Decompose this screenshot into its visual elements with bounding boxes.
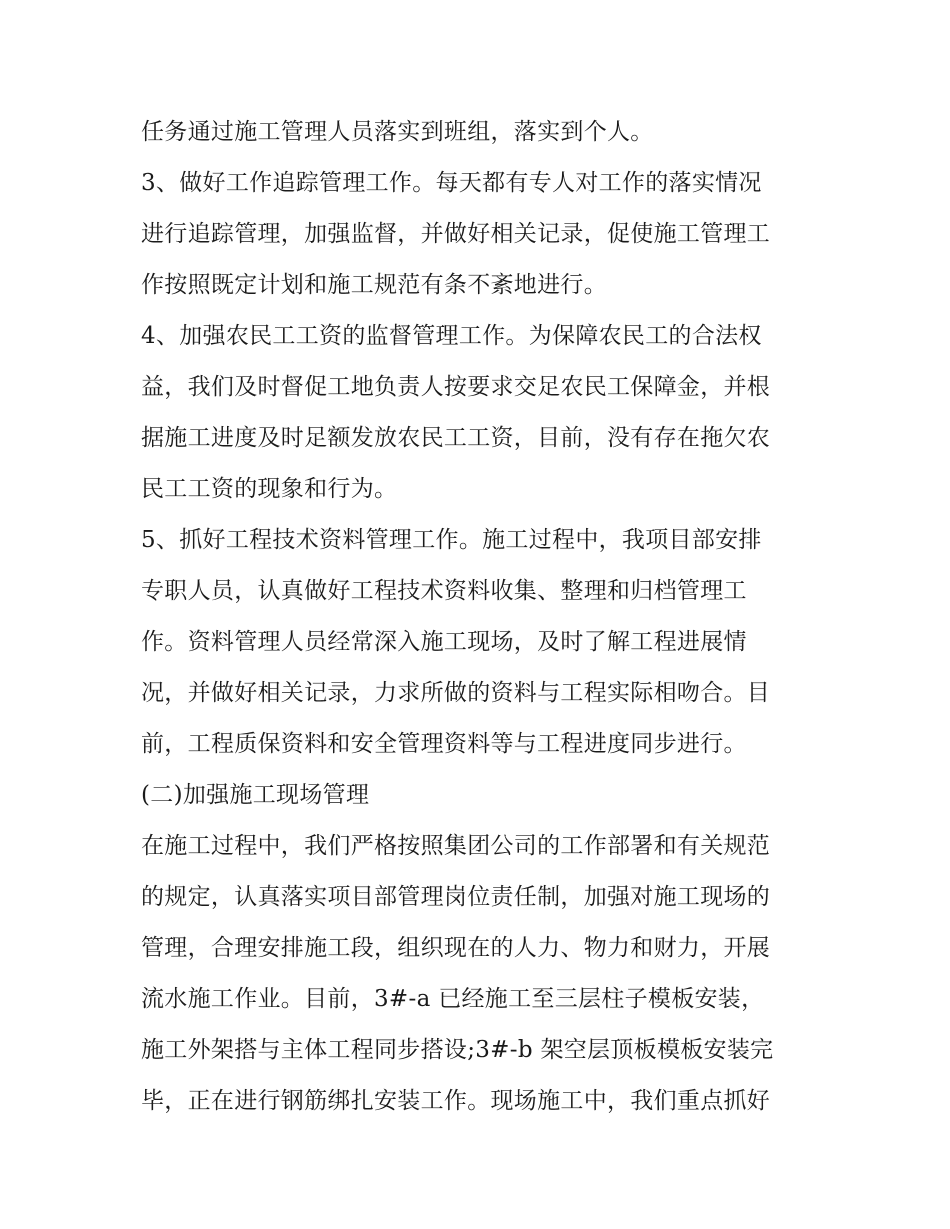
text-line: 3、做好工作追踪管理工作。每天都有专人对工作的落实情况 bbox=[141, 170, 762, 196]
text-line: 的规定，认真落实项目部管理岗位责任制，加强对施工现场的 bbox=[141, 884, 771, 910]
section-heading: (二)加强施工现场管理 bbox=[141, 782, 370, 808]
text-line: 前，工程质保资料和安全管理资料等与工程进度同步进行。 bbox=[141, 731, 747, 757]
text-line: 况，并做好相关记录，力求所做的资料与工程实际相吻合。目 bbox=[141, 680, 771, 706]
text-line: 4、加强农民工工资的监督管理工作。为保障农民工的合法权 bbox=[141, 323, 762, 349]
text-line: 进行追踪管理，加强监督，并做好相关记录，促使施工管理工 bbox=[141, 221, 771, 247]
text-line: 据施工进度及时足额发放农民工工资，目前，没有存在拖欠农 bbox=[141, 425, 771, 451]
text-line: 在施工过程中，我们严格按照集团公司的工作部署和有关规范 bbox=[141, 833, 771, 859]
text-line: 5、抓好工程技术资料管理工作。施工过程中，我项目部安排 bbox=[141, 527, 762, 553]
text-line: 施工外架搭与主体工程同步搭设;3#-b 架空层顶板模板安装完 bbox=[141, 1037, 774, 1063]
text-line: 任务通过施工管理人员落实到班组，落实到个人。 bbox=[141, 119, 654, 145]
text-line: 益，我们及时督促工地负责人按要求交足农民工保障金，并根 bbox=[141, 374, 771, 400]
text-line: 民工工资的现象和行为。 bbox=[141, 476, 398, 502]
text-line: 流水施工作业。目前，3#-a 已经施工至三层柱子模板安装， bbox=[141, 986, 765, 1012]
text-line: 作。资料管理人员经常深入施工现场，及时了解工程进展情 bbox=[141, 629, 747, 655]
text-line: 毕，正在进行钢筋绑扎安装工作。现场施工中，我们重点抓好 bbox=[141, 1088, 771, 1114]
text-line: 管理，合理安排施工段，组织现在的人力、物力和财力，开展 bbox=[141, 935, 771, 961]
text-line: 专职人员，认真做好工程技术资料收集、整理和归档管理工 bbox=[141, 578, 747, 604]
text-line: 作按照既定计划和施工规范有条不紊地进行。 bbox=[141, 272, 607, 298]
document-body bbox=[141, 107, 821, 1127]
